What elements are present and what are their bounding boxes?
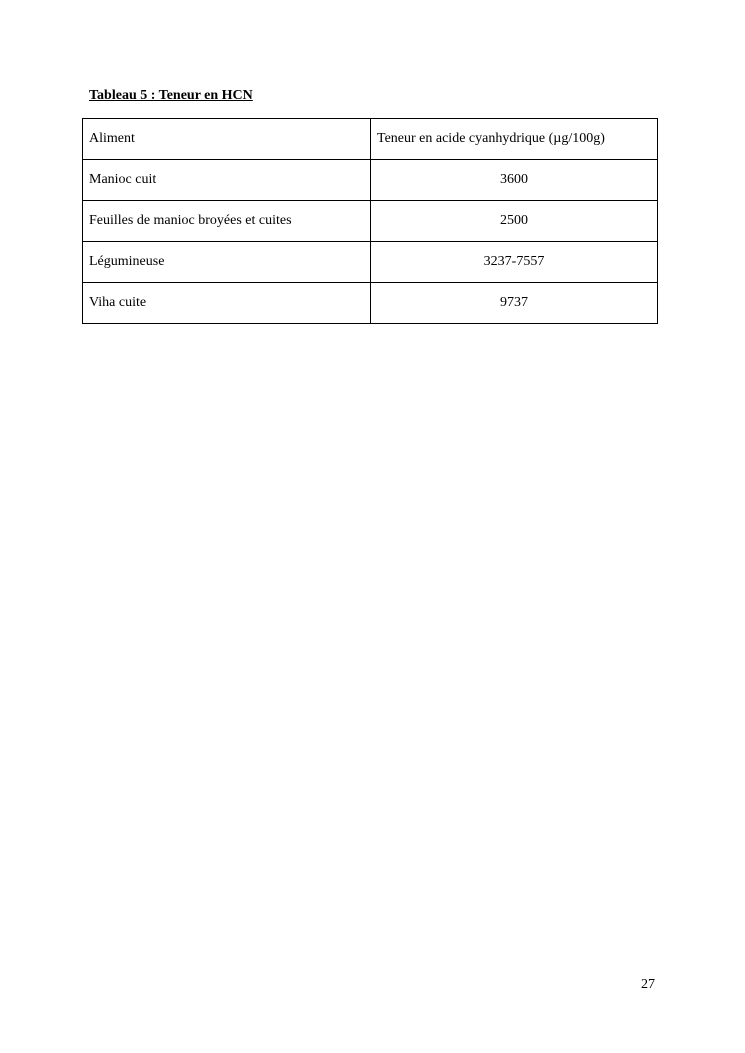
cell-teneur: 3600	[371, 160, 658, 201]
cell-aliment: Feuilles de manioc broyées et cuites	[83, 201, 371, 242]
table-row	[83, 160, 658, 201]
header-aliment: Aliment	[83, 119, 371, 160]
table-row	[83, 201, 658, 242]
header-teneur: Teneur en acide cyanhydrique (µg/100g)	[371, 119, 658, 160]
cell-aliment: Légumineuse	[83, 242, 371, 283]
table-caption: Tableau 5 : Teneur en HCN	[89, 88, 253, 103]
hcn-table	[82, 118, 658, 324]
cell-teneur: 9737	[371, 283, 658, 324]
table-row	[83, 283, 658, 324]
cell-aliment: Viha cuite	[83, 283, 371, 324]
page-number: 27	[641, 977, 655, 992]
table-row	[83, 242, 658, 283]
table-header-row	[83, 119, 658, 160]
cell-aliment: Manioc cuit	[83, 160, 371, 201]
cell-teneur: 2500	[371, 201, 658, 242]
cell-teneur: 3237-7557	[371, 242, 658, 283]
